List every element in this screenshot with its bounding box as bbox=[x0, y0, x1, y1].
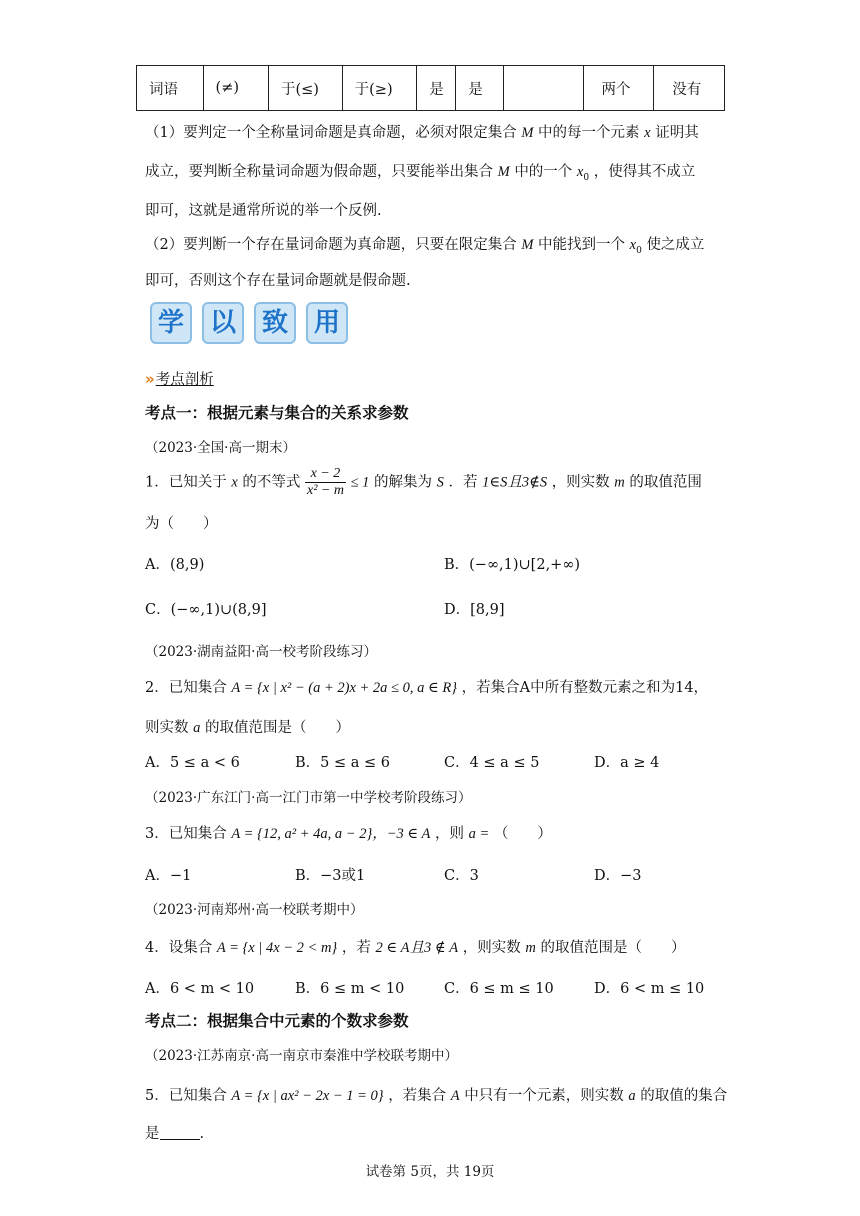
answer-option[interactable]: B．5 ≤ a ≤ 6 bbox=[295, 755, 390, 771]
topic-heading: 考点一：根据元素与集合的关系求参数 bbox=[145, 403, 409, 422]
banner-char: 学 bbox=[150, 302, 192, 344]
note-line: 即可，否则这个存在量词命题就是假命题. bbox=[145, 273, 411, 289]
table-cell: 于(≤) bbox=[268, 66, 342, 111]
table-row bbox=[137, 66, 725, 111]
double-chevron-icon: » bbox=[145, 370, 152, 388]
answer-option[interactable]: A．5 ≤ a < 6 bbox=[145, 755, 240, 771]
answer-option[interactable]: D．a ≥ 4 bbox=[594, 755, 660, 771]
note-line: 成立，要判断全称量词命题为假命题，只要能举出集合 M 中的一个 $x_0$ ，使得其不成立 bbox=[145, 164, 696, 183]
answer-option[interactable]: A．6 < m < 10 bbox=[145, 981, 255, 997]
table-cell: 是 bbox=[417, 66, 456, 111]
answer-blank[interactable] bbox=[160, 1125, 200, 1140]
note-line: （1）要判定一个全称量词命题是真命题，必须对限定集合 M 中的每一个元素 x 证明其 bbox=[145, 125, 699, 141]
question-stem: 5．已知集合 A = {x | ax² − 2x − 1 = 0} ，若集合 A 中只有一个元素，则实数 a 的取值的集合 bbox=[145, 1088, 728, 1104]
question-stem: 1．已知关于 x 的不等式 $\frac{x - 2}{\text{x² − m}}$ ≤ 1 的解集为 S ．若 1∈S且3∉S ，则实数 m 的取值范围 bbox=[145, 466, 702, 498]
question-stem: 则实数 a 的取值范围是（ ） bbox=[145, 720, 350, 736]
question-source: （2023·湖南益阳·高一校考阶段练习） bbox=[145, 644, 377, 660]
page-footer: 试卷第 5页，共 19页 bbox=[365, 1164, 495, 1180]
banner-char: 致 bbox=[254, 302, 296, 344]
answer-option[interactable]: D．−3 bbox=[594, 868, 642, 884]
section-label: » 考点剖析 bbox=[145, 370, 214, 388]
banner-char: 以 bbox=[202, 302, 244, 344]
question-stem: 4．设集合 A = {x | 4x − 2 < m} ，若 2 ∈ A且3 ∉ A ，则实数 m 的取值范围是（ ） bbox=[145, 940, 686, 956]
quantifier-table bbox=[136, 65, 725, 111]
question-stem: 3．已知集合 A = {12, a² + 4a, a − 2}，−3 ∈ A ，则 a = （ ） bbox=[145, 826, 552, 842]
question-source: （2023·河南郑州·高一校联考期中） bbox=[145, 902, 364, 918]
question-source: （2023·广东江门·高一江门市第一中学校考阶段练习） bbox=[145, 790, 472, 806]
answer-option[interactable]: C．(−∞,1)∪(8,9] bbox=[145, 602, 267, 618]
answer-option[interactable]: B．6 ≤ m < 10 bbox=[295, 981, 405, 997]
question-stem: 为（ ） bbox=[145, 516, 218, 532]
table-cell: 于(≥) bbox=[342, 66, 417, 111]
answer-option[interactable]: C．3 bbox=[444, 868, 479, 884]
answer-option[interactable]: B．−3或1 bbox=[295, 868, 366, 884]
answer-option[interactable]: C．6 ≤ m ≤ 10 bbox=[444, 981, 554, 997]
section-banner bbox=[150, 302, 358, 344]
answer-option[interactable]: D．[8,9] bbox=[444, 602, 505, 618]
table-cell: (≠) bbox=[203, 66, 268, 111]
table-cell: 没有 bbox=[654, 66, 725, 111]
table-cell: 词语 bbox=[137, 66, 204, 111]
note-line: （2）要判断一个存在量词命题为真命题，只要在限定集合 M 中能找到一个 $x_0$ 使之成立 bbox=[145, 237, 705, 256]
question-stem: 2．已知集合 A = {x | x² − (a + 2)x + 2a ≤ 0, a ∈ R} ，若集合A中所有整数元素之和为14， bbox=[145, 680, 709, 696]
fraction: $\frac{x - 2}{\text{x² − m}}$ bbox=[307, 466, 344, 498]
answer-option[interactable]: D．6 < m ≤ 10 bbox=[594, 981, 705, 997]
question-source: （2023·江苏南京·高一南京市秦淮中学校联考期中） bbox=[145, 1048, 458, 1064]
answer-option[interactable]: A．−1 bbox=[145, 868, 192, 884]
question-source: （2023·全国·高一期末） bbox=[145, 440, 296, 456]
note-line: 即可，这就是通常所说的举一个反例. bbox=[145, 203, 382, 219]
banner-char: 用 bbox=[306, 302, 348, 344]
answer-option[interactable]: A．(8,9) bbox=[145, 557, 205, 573]
answer-option[interactable]: C．4 ≤ a ≤ 5 bbox=[444, 755, 540, 771]
table-cell: 是 bbox=[456, 66, 504, 111]
question-stem: 是 . bbox=[145, 1126, 205, 1142]
table-cell: 两个 bbox=[583, 66, 654, 111]
topic-heading: 考点二：根据集合中元素的个数求参数 bbox=[145, 1011, 409, 1030]
answer-option[interactable]: B．(−∞,1)∪[2,+∞) bbox=[444, 557, 581, 573]
table-cell bbox=[504, 66, 583, 111]
